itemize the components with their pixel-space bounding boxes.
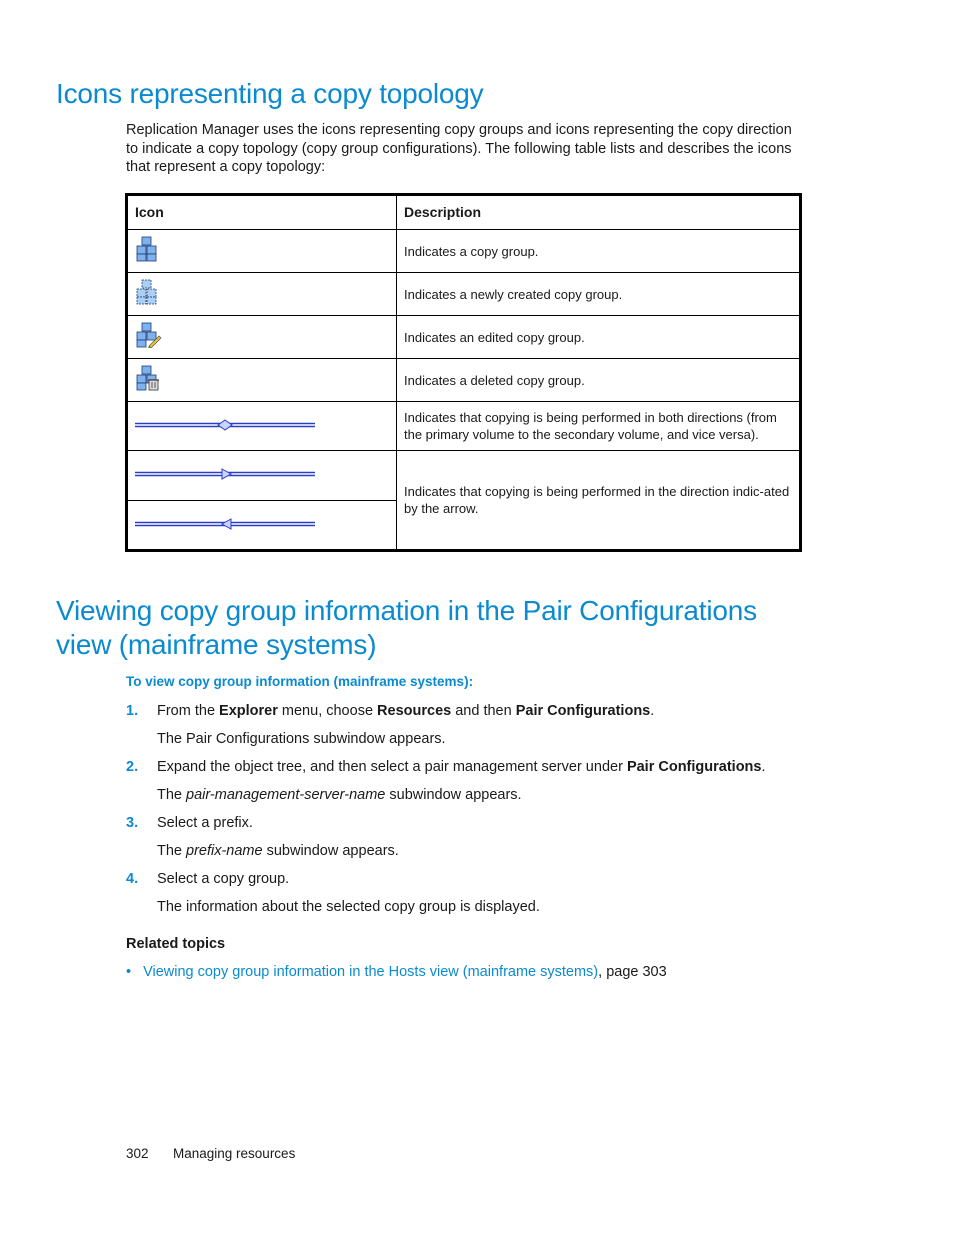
step-result: The prefix-name subwindow appears.	[157, 843, 399, 859]
related-topic-page: , page 303	[598, 964, 667, 980]
step-number: 4.	[126, 871, 139, 887]
copy-group-icon	[134, 236, 160, 262]
table-cell-description: Indicates that copying is being performed in the direction indic-ated by the arrow.	[397, 451, 801, 551]
new-copy-group-icon	[134, 279, 160, 305]
page-number: 302	[126, 1146, 149, 1161]
bullet-icon: •	[126, 964, 132, 980]
related-topic-link[interactable]: Viewing copy group information in the Hosts view (mainframe systems)	[143, 964, 599, 980]
table-cell-description: Indicates that copying is being performed in both directions (from the primary volume to the secondary volume, and vice versa).	[397, 402, 801, 451]
column-header-description: Description	[397, 195, 801, 230]
footer-section-title: Managing resources	[173, 1146, 296, 1161]
table-row	[127, 359, 801, 402]
related-topic-item	[126, 964, 667, 980]
column-header-icon: Icon	[127, 195, 397, 230]
step-text: From the Explorer menu, choose Resources and then Pair Configurations.	[157, 703, 655, 719]
table-row	[127, 316, 801, 359]
edited-copy-group-icon	[134, 322, 162, 348]
left-arrow-copy-icon	[134, 518, 316, 530]
table-cell-description: Indicates a newly created copy group.	[397, 273, 801, 316]
table-header-row	[127, 195, 801, 230]
intro-paragraph: Replication Manager uses the icons representing copy groups and icons representing the copy direction to indicate a copy topology (copy group configurations). The following table lists and describes the icons that represent a copy topology:	[126, 122, 792, 175]
step-text: Select a prefix.	[157, 815, 253, 831]
step-number: 2.	[126, 759, 139, 775]
table-cell-description: Indicates a deleted copy group.	[397, 359, 801, 402]
table-row	[127, 402, 801, 451]
icon-table	[125, 193, 802, 552]
table-cell-description: Indicates an edited copy group.	[397, 316, 801, 359]
section-heading-2: Viewing copy group information in the Pair Configurations view (mainframe systems)	[56, 595, 757, 660]
table-row	[127, 273, 801, 316]
table-row	[127, 230, 801, 273]
step-result: The information about the selected copy group is displayed.	[157, 899, 540, 915]
table-row	[127, 451, 801, 501]
procedure-title: To view copy group information (mainframe systems):	[126, 674, 474, 689]
step-number: 3.	[126, 815, 139, 831]
step-text: Select a copy group.	[157, 871, 290, 887]
deleted-copy-group-icon	[134, 365, 162, 391]
section-heading: Icons representing a copy topology	[56, 78, 484, 109]
bidirectional-copy-icon	[134, 419, 316, 431]
step-text: Expand the object tree, and then select a pair management server under Pair Configurations.	[157, 759, 766, 775]
step-result: The Pair Configurations subwindow appears.	[157, 731, 446, 747]
table-cell-description: Indicates a copy group.	[397, 230, 801, 273]
related-topics-title: Related topics	[126, 936, 226, 952]
right-arrow-copy-icon	[134, 468, 316, 480]
step-number: 1.	[126, 703, 139, 719]
step-result: The pair-management-server-name subwindow appears.	[157, 787, 522, 803]
